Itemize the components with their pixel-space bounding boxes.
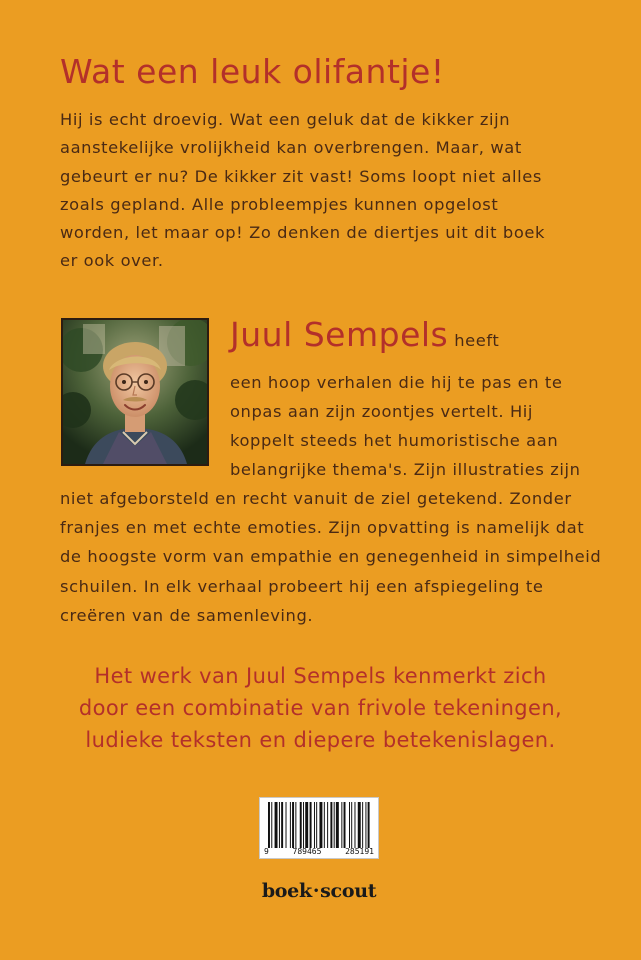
publisher-name-part1: boek xyxy=(261,880,312,902)
intro-line: worden, let maar op! Zo denken de diertjes uit dit boek xyxy=(60,223,546,243)
bio-line: schuilen. In elk verhaal probeert hij een afspiegeling te xyxy=(60,576,544,596)
intro-line: Hij is echt droevig. Wat een geluk dat de kikker zijn xyxy=(60,110,511,129)
barcode-bar xyxy=(300,802,302,848)
barcode-bar xyxy=(286,802,287,848)
bio-line: een hoop verhalen die hij te pas en te xyxy=(230,373,563,392)
barcode-bar xyxy=(358,802,361,848)
author-bio-beside-photo xyxy=(230,368,581,484)
intro-line: aanstekelijke vrolijkheid kan overbrengen. Maar, wat xyxy=(60,138,522,158)
barcode-bar xyxy=(327,802,328,848)
intro-line: gebeurt er nu? De kikker zit vast! Soms loopt niet alles xyxy=(60,166,542,186)
author-bio-full-width xyxy=(60,484,601,630)
barcode-bar xyxy=(290,802,291,848)
barcode-bar xyxy=(349,802,350,848)
author-portrait-illustration xyxy=(63,320,207,464)
bio-line: de hoogste vorm van empathie en genegenheid in simpelheid xyxy=(60,547,602,567)
bio-line: koppelt steeds het humoristische aan xyxy=(230,431,559,450)
barcode-bar xyxy=(295,802,296,848)
bio-line: creëren van de samenleving. xyxy=(60,605,314,625)
barcode-bar xyxy=(316,802,317,848)
intro-line: zoals gepland. Alle probleempjes kunnen opgelost xyxy=(60,194,499,214)
barcode-bar xyxy=(365,802,366,848)
isbn-barcode xyxy=(259,797,379,859)
barcode-bar xyxy=(330,802,332,848)
barcode-bar xyxy=(336,802,339,848)
barcode-bar xyxy=(344,802,346,848)
bio-line: franjes en met echte emoties. Zijn opvatting is namelijk dat xyxy=(60,518,585,538)
barcode-bar xyxy=(281,802,283,848)
blurb-quote xyxy=(60,660,581,756)
author-photo xyxy=(61,318,209,466)
author-heading xyxy=(230,315,499,355)
book-title: Wat een leuk olifantje! xyxy=(60,52,445,91)
quote-line: door een combinatie van frivole tekeningen, xyxy=(78,696,563,720)
author-name: Juul Sempels xyxy=(230,315,449,354)
author-name-suffix: heeft xyxy=(454,331,500,350)
barcode-bar xyxy=(354,802,355,848)
barcode-bar xyxy=(268,802,270,848)
bio-line: onpas aan zijn zoontjes vertelt. Hij xyxy=(230,402,534,421)
bio-line: niet afgeborsteld en recht vanuit de ziel getekend. Zonder xyxy=(60,489,572,508)
barcode-bar xyxy=(368,802,370,848)
barcode-bar xyxy=(279,802,280,848)
barcode-bar xyxy=(362,802,363,848)
publisher-name-part2: scout xyxy=(320,880,377,902)
barcode-bar xyxy=(319,802,322,848)
quote-line: ludieke teksten en diepere betekenislagen. xyxy=(85,728,556,752)
barcode-bar xyxy=(305,802,308,848)
barcode-bar xyxy=(271,802,272,848)
publisher-logo xyxy=(259,880,379,902)
barcode-bar xyxy=(334,802,335,848)
intro-line: er ook over. xyxy=(60,251,164,271)
quote-line: Het werk van Juul Sempels kenmerkt zich xyxy=(94,664,547,688)
barcode-bar xyxy=(292,802,294,848)
barcode-bar xyxy=(275,802,278,848)
barcode-bars xyxy=(268,802,372,848)
barcode-bar xyxy=(303,802,304,848)
publisher-separator: · xyxy=(312,880,320,902)
barcode-bar xyxy=(310,802,312,848)
barcode-bar xyxy=(314,802,315,848)
barcode-bar xyxy=(341,802,342,848)
intro-paragraph xyxy=(60,106,545,276)
barcode-digit-group: 285191 xyxy=(345,847,374,856)
barcode-bar xyxy=(324,802,325,848)
bio-line: belangrijke thema's. Zijn illustraties zijn xyxy=(230,460,581,479)
barcode-number xyxy=(264,847,374,856)
barcode-bar xyxy=(351,802,352,848)
barcode-digit-group: 9 xyxy=(264,847,269,856)
barcode-digit-group: 789465 xyxy=(292,847,322,856)
